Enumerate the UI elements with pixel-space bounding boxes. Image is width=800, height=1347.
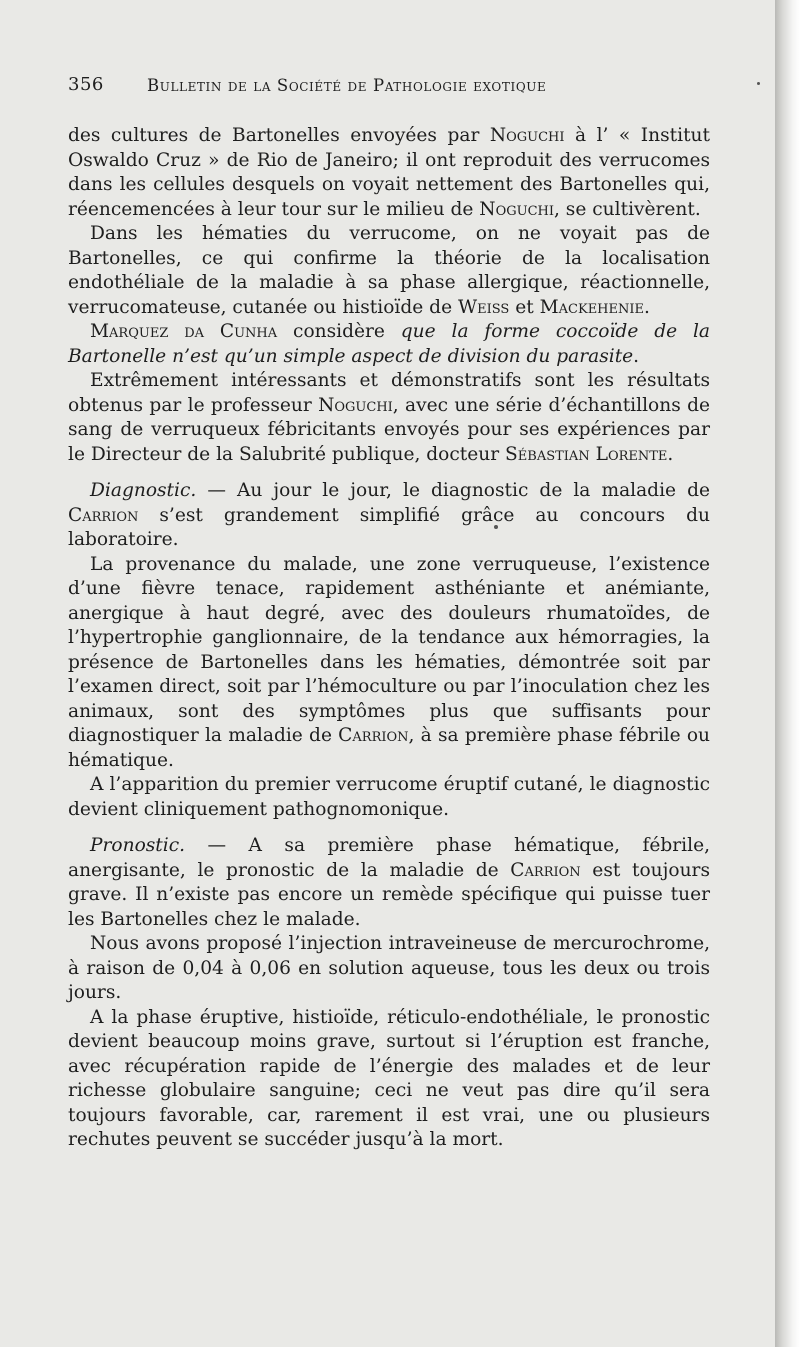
paragraph-pronostic <box>68 834 710 932</box>
text-run: Dans les hématies du verrucome, on ne voyait pas de Bartonelles, ce qui confirme la théorie de la localisation endothéliale de la maladie à sa phase allergique, réactionnelle, verrucomateuse, cutanée ou histioïde de <box>68 223 710 318</box>
text-run: . <box>667 443 674 465</box>
paragraph-provenance <box>68 553 710 774</box>
text-run: La provenance du malade, une zone verruqueuse, l’existence d’une fièvre tenace, rapidement asthéniante et anémiante, anergique à haut degré, avec des douleurs rhumatoïdes, de l’hypertrophie ganglionnaire, de la tendance aux hémorragies, la présence de Bartonelles dans les hématies, démontrée soit par l’examen direct, soit par l’hémoculture ou par l’inoculation chez les animaux, sont des symptômes plus que suffisants pour diagnostiquer la maladie de <box>68 553 710 746</box>
author-name-noguchi: Noguchi <box>318 394 393 416</box>
text-run: s’est grandement simplifié grâce au concours du laboratoire. <box>68 504 710 550</box>
author-name-carrion: Carrion <box>510 859 581 881</box>
text-run: à l’ « Institut Oswaldo Cruz » de Rio de Janeiro; il ont reproduit des verrucomes dans les cellules desquels on voyait nettement des Bartonelles qui, réencemencées à leur tour sur le milieu de <box>68 125 710 220</box>
author-name-noguchi: Noguchi <box>489 125 565 146</box>
author-name-marquez: Marquez da Cunha <box>90 321 278 342</box>
page-content <box>68 70 710 1153</box>
text-run: , avec une série d’échantillons de sang de verruqueux fébricitants envoyés pour ses expériences par le Directeur de la Salubrité publique, docteur <box>68 394 710 465</box>
paragraph-marquez <box>68 320 710 369</box>
paragraph-diagnostic <box>68 479 710 553</box>
paragraph-phase-eruptive: A la phase éruptive, histioïde, réticulo-endothéliale, le pronostic devient beaucoup moins grave, surtout si l’éruption est franche, avec récupération rapide de l’énergie des malades et de leur richesse globulaire sanguine; ceci ne veut pas dire qu’il sera toujours favorable, car, rarement il est vrai, une ou plusieurs rechutes peuvent se succéder jusqu’à la mort. <box>68 1006 710 1150</box>
text-run: . <box>644 296 650 318</box>
paragraph-cultures <box>68 124 710 222</box>
text-run: des cultures de Bartonelles envoyées par <box>68 125 490 146</box>
author-name-noguchi: Noguchi <box>479 198 554 220</box>
italic-quote: que la forme coccoïde de la Bartonelle n’est qu’un simple aspect de division du parasite <box>68 321 710 367</box>
text-run: est toujours grave. Il n’existe pas encore un remède spécifique qui puisse tuer les Bartonelles chez le malade. <box>68 859 710 930</box>
text-run: , à sa première phase fébrile ou hématique. <box>68 725 711 771</box>
author-name-carrion: Carrion <box>338 725 409 746</box>
text-run: , se cultivèrent. <box>553 198 701 220</box>
paragraph-apparition: A l’apparition du premier verrucome éruptif cutané, le diagnostic devient cliniquement pathognomonique. <box>68 774 710 820</box>
page-edge-shadow <box>775 0 800 1347</box>
text-run: — A sa première phase hématique, fébrile, anergisante, le pronostic de la maladie de <box>68 835 710 881</box>
paragraph-mercurochrome: Nous avons proposé l’injection intraveineuse de mercurochrome, à raison de 0,04 à 0,06 en solution aqueuse, tous les deux ou trois jours. <box>68 933 710 1003</box>
author-name-carrion: Carrion <box>68 504 139 526</box>
page-number: 356 <box>68 74 104 95</box>
section-heading-diagnostic: Diagnostic. <box>90 480 197 501</box>
paragraph-resultats <box>68 369 710 467</box>
journal-title: Bulletin de la Société de Pathologie exotique <box>147 76 547 95</box>
ink-speck <box>757 82 760 85</box>
text-run: . <box>633 345 640 367</box>
author-name-lorente: Sébastian Lorente <box>505 443 668 465</box>
section-heading-pronostic: Pronostic. <box>90 835 186 856</box>
text-run: et <box>509 296 540 318</box>
author-name-mackehenie: Mackehenie <box>539 296 645 318</box>
text-run: considère <box>277 321 401 342</box>
running-header <box>68 70 710 104</box>
article-body <box>68 124 710 1153</box>
paragraph-hematies <box>68 222 710 320</box>
author-name-weiss: Weiss <box>457 296 510 318</box>
text-run: — Au jour le jour, le diagnostic de la maladie de <box>196 480 710 501</box>
text-run: Extrêmement intéressants et démonstratifs sont les résultats obtenus par le professeur <box>68 370 710 416</box>
